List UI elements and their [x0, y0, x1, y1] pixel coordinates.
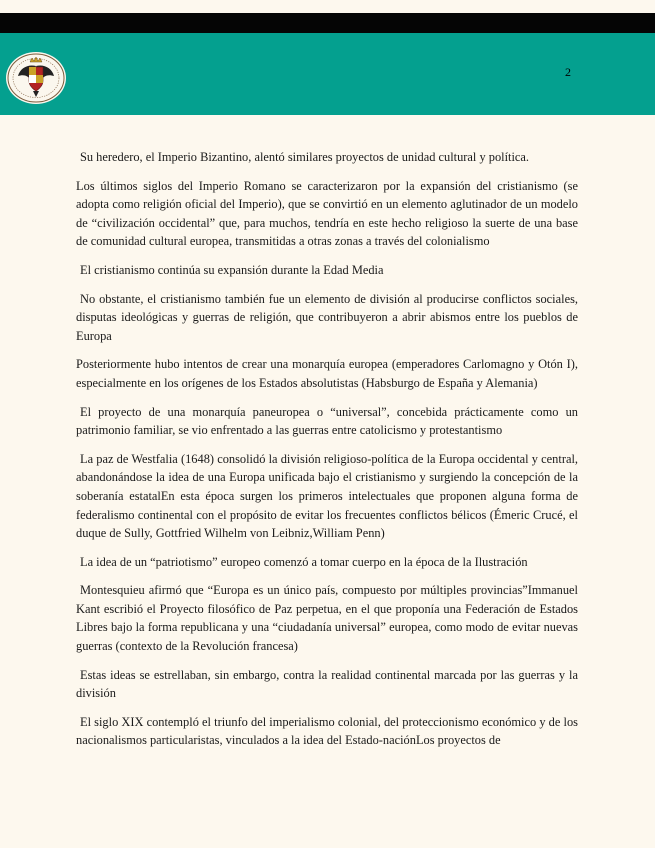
paragraph: La paz de Westfalia (1648) consolidó la división religioso-política de la Europa occidental y central, abandonándose la idea de una Europa unificada bajo el cristianismo y surgiendo la concepción de la soberanía estatalEn esta época surgen los primeros intelectuales que proponen alguna forma de federalismo continental con el propósito de evitar los frecuentes conflictos bélicos (Émeric Crucé, el duque de Sully, Gottfried Wilhelm von Leibniz,William Penn) — [76, 451, 578, 541]
paragraph: Los últimos siglos del Imperio Romano se caracterizaron por la expansión del cristianismo (se adopta como religión oficial del Imperio), que se convirtió en un elemento aglutinador de un modelo de “civilización occidental” que, para muchos, tendría en este hecho religioso la suerte de una base de comunidad cultural europea, transmitidas a otras zonas a través del colonialismo — [76, 178, 578, 249]
page-number: 2 — [565, 65, 571, 79]
paragraph: Posteriormente hubo intentos de crear una monarquía europea (emperadores Carlomagno y Otón I), especialmente en los orígenes de los Estados absolutistas (Habsburgo de España y Alemania) — [76, 357, 578, 390]
paragraph: Montesquieu afirmó que “Europa es un único país, compuesto por múltiples provincias”Immanuel Kant escribió el Proyecto filosófico de Paz perpetua, en el que proponía una Federación de Estados Libres bajo la forma republicana y una “ciudadanía universal” europea, como modo de evitar nuevas guerras (contexto de la Revolución francesa) — [76, 583, 578, 654]
header-band — [0, 33, 655, 115]
paragraph: No obstante, el cristianismo también fue un elemento de división al producirse conflictos sociales, disputas ideológicas y guerras de religión, que contribuyeron a abrir abismos entre los pueblos de Europa — [76, 291, 578, 343]
paragraph: Estas ideas se estrellaban, sin embargo, contra la realidad continental marcada por las guerras y la división — [76, 667, 578, 701]
university-crest-logo — [6, 52, 66, 104]
document-body — [76, 148, 578, 760]
crest-icon — [6, 52, 66, 104]
header-black-bar — [0, 13, 655, 33]
paragraph: Su heredero, el Imperio Bizantino, alentó similares proyectos de unidad cultural y política. — [80, 150, 530, 164]
paragraph: El cristianismo continúa su expansión durante la Edad Media — [80, 262, 384, 277]
page-top-margin — [0, 0, 655, 13]
paragraph: El proyecto de una monarquía paneuropea o “universal”, concebida prácticamente como un patrimonio familiar, se vio enfrentado a las guerras entre catolicismo y protestantismo — [76, 404, 578, 438]
paragraph: El siglo XIX contempló el triunfo del imperialismo colonial, del proteccionismo económico y de los nacionalismos particularistas, vinculados a la idea del Estado-naciónLos proyectos de — [76, 714, 578, 748]
paragraph: La idea de un “patriotismo” europeo comenzó a tomar cuerpo en la época de la Ilustración — [80, 554, 528, 569]
